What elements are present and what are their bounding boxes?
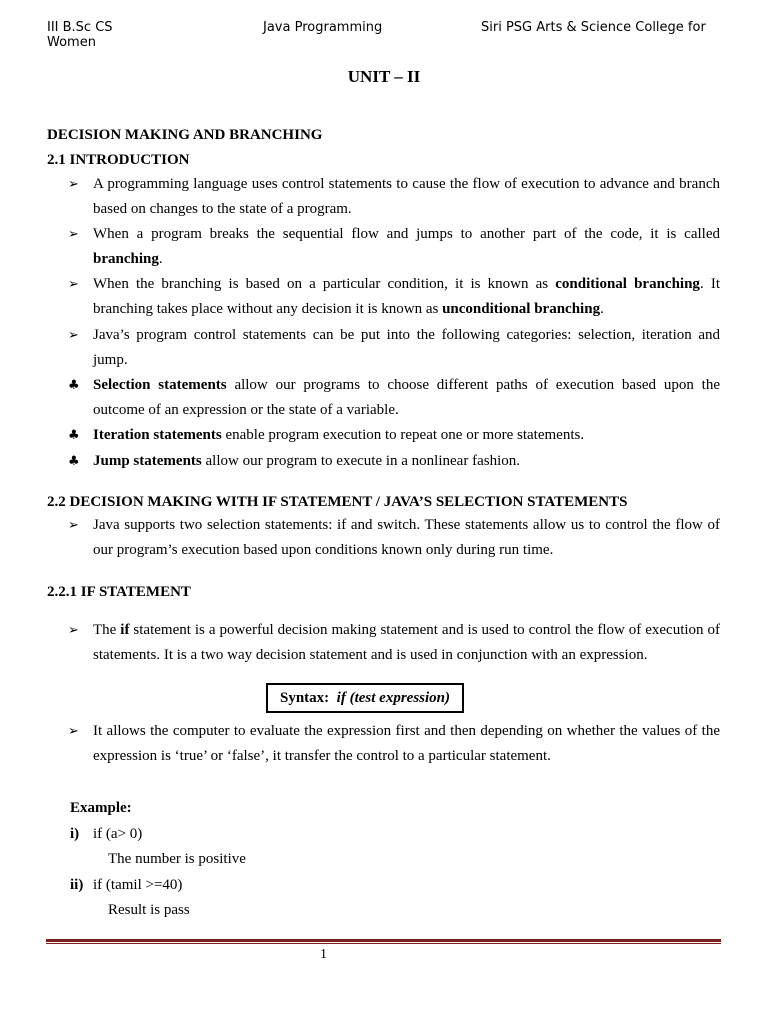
arrow-bullet-icon: ➢ [68, 328, 79, 343]
example-code-i: if (a> 0) [93, 826, 143, 842]
example-label-ii: ii) [70, 877, 84, 893]
paragraph-text: The if statement is a powerful decision making statement and is used to control the flow of execution of statements. It is a two way decision statement and is used in conjunction with an expression. [93, 622, 721, 663]
bold-term: Selection statements [93, 377, 227, 393]
example-label-i: i) [70, 826, 80, 842]
paragraph-text: Selection statements allow our programs to choose different paths of execution based upon the outcome of an expression or the state of a variable. [93, 377, 720, 418]
arrow-bullet-icon: ➢ [68, 277, 79, 292]
bold-term: if [120, 622, 130, 638]
example-result-ii: Result is pass [108, 902, 190, 918]
club-bullet-icon: ♣ [68, 378, 80, 393]
syntax-label: Syntax: [279, 690, 330, 706]
club-bullet-icon: ♣ [68, 428, 80, 443]
paragraph-text: A programming language uses control statements to cause the flow of execution to advance and branch based on changes to the state of a program. [93, 176, 720, 217]
arrow-bullet-icon: ➢ [68, 518, 79, 533]
example-code-ii: if (tamil >=40) [93, 877, 183, 893]
arrow-bullet-icon: ➢ [68, 177, 79, 192]
list-item [68, 618, 720, 668]
header-college-wrap: Women [47, 35, 96, 50]
syntax-code: if (test expression) [336, 690, 450, 706]
bold-term: Jump statements [93, 453, 202, 469]
section-heading-if-statement: 2.2.1 IF STATEMENT [47, 584, 191, 600]
paragraph-text: Jump statements allow our program to execute in a nonlinear fashion. [93, 453, 520, 469]
syntax-box [266, 683, 464, 713]
paragraph-text: When the branching is based on a particular condition, it is known as conditional branching. It branching takes place without any decision it is known as unconditional branching. [93, 276, 720, 317]
list-item [68, 449, 720, 474]
list-item [68, 172, 720, 222]
bold-term: unconditional branching [442, 301, 601, 317]
paragraph-text: When a program breaks the sequential flow and jumps to another part of the code, it is called branching. [93, 226, 720, 267]
footer-rule-thin [46, 943, 721, 944]
bold-term: Iteration statements [93, 427, 222, 443]
section-heading-decision-making: DECISION MAKING AND BRANCHING [47, 127, 323, 143]
bold-term: conditional branching [555, 276, 700, 292]
paragraph-text: Iteration statements enable program execution to repeat one or more statements. [93, 427, 585, 443]
bold-term: branching [93, 251, 159, 267]
example-heading: Example: [70, 800, 132, 816]
list-item [68, 423, 720, 448]
header-college: Siri PSG Arts & Science College for [481, 20, 706, 35]
list-item [68, 373, 720, 423]
section-heading-selection: 2.2 DECISION MAKING WITH IF STATEMENT / JAVA’S SELECTION STATEMENTS [47, 494, 628, 510]
footer-rule-thick [46, 939, 721, 942]
list-item [68, 513, 720, 563]
arrow-bullet-icon: ➢ [68, 227, 79, 242]
arrow-bullet-icon: ➢ [68, 724, 79, 739]
club-bullet-icon: ♣ [68, 454, 80, 469]
header-course: III B.Sc CS [47, 20, 113, 35]
list-item [68, 719, 720, 769]
paragraph-text: Java supports two selection statements: if and switch. These statements allow us to control the flow of our program’s execution based upon conditions known only during run time. [93, 517, 720, 558]
page-number: 1 [320, 947, 327, 962]
list-item [68, 222, 720, 272]
paragraph-text: Java’s program control statements can be put into the following categories: selection, iteration and jump. [93, 327, 720, 368]
list-item [68, 323, 720, 373]
example-result-i: The number is positive [108, 851, 246, 867]
section-heading-introduction: 2.1 INTRODUCTION [47, 152, 190, 168]
list-item [68, 272, 720, 322]
arrow-bullet-icon: ➢ [68, 623, 79, 638]
page-title: UNIT – II [347, 67, 421, 86]
header-subject: Java Programming [263, 20, 383, 35]
paragraph-text: It allows the computer to evaluate the expression first and then depending on whether the values of the expression is ‘true’ or ‘false’, it transfer the control to a particular statement. [93, 723, 720, 764]
